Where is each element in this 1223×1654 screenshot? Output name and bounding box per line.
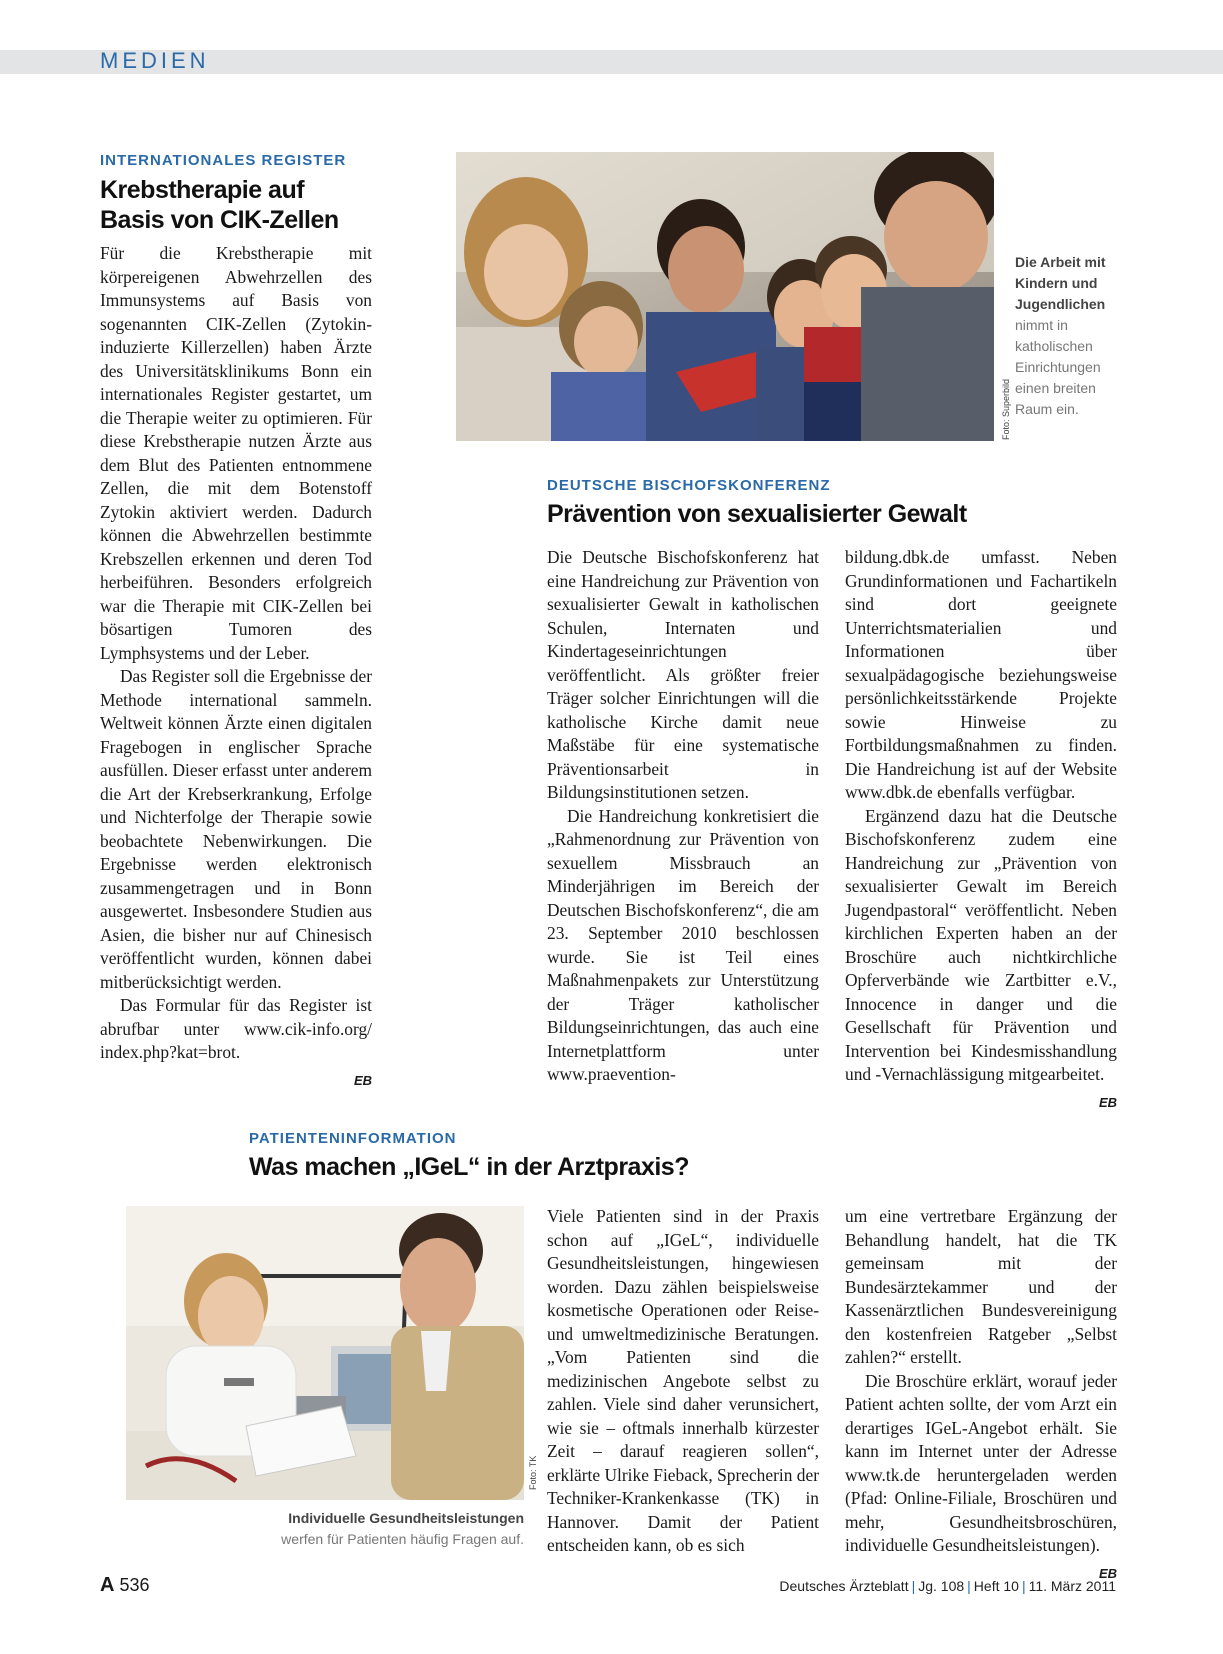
- page-prefix: A: [100, 1574, 115, 1596]
- divider: |: [967, 1578, 971, 1594]
- journal-name: Deutsches Ärzteblatt: [779, 1578, 909, 1594]
- article1-body: [100, 242, 372, 1092]
- journal-volume: Jg. 108: [918, 1578, 965, 1594]
- article1-headline-line2: Basis von CIK-Zellen: [100, 206, 339, 234]
- article2-paragraph: Die Handreichung konkretisiert die „Rahmenordnung zur Prävention von sexuellem Missbrauch an Minderjährigen im Bereich der Deutschen Bischofskonferenz“, die am 23. September 2010 beschlossen wurde. Sie ist Teil eines Maßnahmenpakets zur Unterstützung der Träger katholischer Bildungseinrichtungen, das auch eine Internetplattform unter www.praevention-: [547, 805, 819, 1084]
- article1-paragraph: Das Formular für das Register ist abrufbar unter www.cik-info.org/ index.php?kat=brot.: [100, 995, 372, 1062]
- article1-kicker: INTERNATIONALES REGISTER: [100, 152, 347, 169]
- article2-paragraph: Die Deutsche Bischofskonferenz hat eine Handreichung zur Prävention von sexualisierter Gewalt in katholischen Schulen, Internaten und Kindertageseinrichtungen veröffentlicht. Als größter freier Träger solcher Einrichtungen will die katholische Kirche damit neue Maßstäbe für eine systematische Präventionsarbeit in Bildungsinstitutionen setzen.: [547, 547, 819, 802]
- article3-headline: Was machen „IGeL“ in der Arztpraxis?: [249, 1153, 689, 1181]
- article2-headline: Prävention von sexualisierter Gewalt: [547, 500, 967, 528]
- article3-kicker: PATIENTENINFORMATION: [249, 1130, 457, 1147]
- photo1-caption-bold: Die Arbeit mit Kindern und Jugendlichen: [1015, 254, 1106, 312]
- article1-headline-line1: Krebstherapie auf: [100, 176, 305, 204]
- children-group-photo: [456, 152, 994, 441]
- article3-paragraph: Viele Patienten sind in der Praxis schon auf „IGeL“, individuelle Gesundheitsleistungen, hingewiesen worden. Dazu zählen beispielsweise kosmetische Operationen oder Reise- und umweltmedizinische Beratungen. „Vom Patienten sind die medizinischen Angebote selbst zu zahlen. Viele sind daher verunsichert, wie sie – oftmals innerhalb kürzester Zeit – darauf reagieren sollen“, erklärte Ulrike Fieback, Sprecherin der Techniker-Krankenkasse (TK) in Hannover. Damit der Patient entscheiden kann, ob es sich: [547, 1206, 819, 1555]
- section-header-bar: [0, 50, 1223, 74]
- photo1-credit: Foto: Superbild: [1001, 378, 1011, 440]
- photo2-caption-bold: Individuelle Gesundheitsleistungen: [288, 1510, 524, 1526]
- doctor-consultation-illustration: [126, 1206, 524, 1500]
- photo2-credit: Foto: TK: [528, 1455, 538, 1490]
- divider: |: [1021, 1578, 1026, 1594]
- article3-paragraph: Die Broschüre erklärt, worauf jeder Patient achten sollte, der vom Arzt ein derartiges IGeL-Angebot erhält. Sie kann im Internet unter der Adresse www.tk.de heruntergeladen werden (Pfad: Online-Filiale, Broschüren und mehr, Gesundheitsbroschüren, individuelle Gesundheitsleistungen).: [845, 1370, 1117, 1555]
- article2-paragraph: Ergänzend dazu hat die Deutsche Bischofskonferenz zudem eine Handreichung zur „Prävention von sexualisierter Gewalt im Bereich Jugendpastoral“ veröffentlicht. Neben kirchlichen Experten haben an der Broschüre auch nichtkirchliche Opferverbände wie Zartbitter e.V., Innocence in danger und die Gesellschaft für Prävention und Intervention bei Kindesmisshandlung und -Vernachlässigung mitgearbeitet.: [845, 805, 1117, 1084]
- article2-column2: [845, 546, 1117, 1114]
- journal-issue: Heft 10: [973, 1578, 1019, 1594]
- article2-column1: [547, 546, 819, 1087]
- journal-info: [779, 1578, 1116, 1594]
- article3-signature: EB: [1098, 1565, 1117, 1581]
- children-group-illustration: [456, 152, 994, 441]
- photo1-caption-text: nimmt in katholischen Einrichtungen einen breiten Raum ein.: [1015, 317, 1101, 417]
- photo1-caption: [1015, 252, 1125, 420]
- article2-kicker: DEUTSCHE BISCHOFSKONFERENZ: [547, 477, 831, 494]
- article3-column1: [547, 1205, 819, 1558]
- page-number-value: 536: [119, 1575, 150, 1595]
- article1-signature: EB: [353, 1072, 372, 1088]
- photo2-caption-text: werfen für Patienten häufig Fragen auf.: [281, 1531, 524, 1547]
- article2-signature: EB: [1098, 1094, 1117, 1110]
- article3-column2: [845, 1205, 1117, 1585]
- article2-paragraph: bildung.dbk.de umfasst. Neben Grundinformationen und Fachartikeln sind dort geeignete Unterrichtsmaterialien und Informationen über sexualpädagogische beziehungsweise persönlichkeitsstärkende Projekte sowie Hinweise zu Fortbildungsmaßnahmen zu finden. Die Handreichung ist auf der Website www.dbk.de ebenfalls verfügbar.: [845, 547, 1117, 802]
- page-number: [100, 1574, 150, 1597]
- divider: |: [911, 1578, 916, 1594]
- doctor-consultation-photo: [126, 1206, 524, 1500]
- journal-date: 11. März 2011: [1028, 1578, 1116, 1594]
- article1-paragraph: Für die Krebstherapie mit körpereigenen Abwehrzellen des Immunsystems auf Basis von sogenannten CIK-Zellen (Zytokin-induzierte Killerzellen) haben Ärzte des Universitätsklinikums Bonn ein internationales Register gestartet, um die Therapie weiter zu optimieren. Für diese Krebstherapie nutzen Ärzte aus dem Blut des Patienten entnommene Zellen, die mit dem Botenstoff Zytokin aktiviert werden. Dadurch können die Abwehrzellen bestimmte Krebszellen erkennen und deren Tod herbeiführen. Besonders erfolgreich war die Therapie mit CIK-Zellen bei bösartigen Tumoren des Lymphsystems und der Leber.: [100, 243, 372, 663]
- photo2-caption: [180, 1508, 524, 1550]
- article1-paragraph: Das Register soll die Ergebnisse der Methode international sammeln. Weltweit können Ärzte einen digitalen Fragebogen in englischer Sprache ausfüllen. Dieser erfasst unter anderem die Art der Krebserkrankung, Erfolge und Nichterfolge der Therapie sowie beobachtete Nebenwirkungen. Die Ergebnisse werden elektronisch zusammengetragen und in Bonn ausgewertet. Insbesondere Studien aus Asien, die bisher nur auf Chinesisch veröffentlicht wurden, können dabei mitberücksichtigt werden.: [100, 666, 372, 992]
- article1-headline: [100, 175, 339, 235]
- article3-paragraph: um eine vertretbare Ergänzung der Behandlung handelt, hat die TK gemeinsam mit der Bundesärztekammer und der Kassenärztlichen Bundesvereinigung den kostenfreien Ratgeber „Selbst zahlen?“ erstellt.: [845, 1206, 1117, 1367]
- section-title: MEDIEN: [100, 48, 210, 73]
